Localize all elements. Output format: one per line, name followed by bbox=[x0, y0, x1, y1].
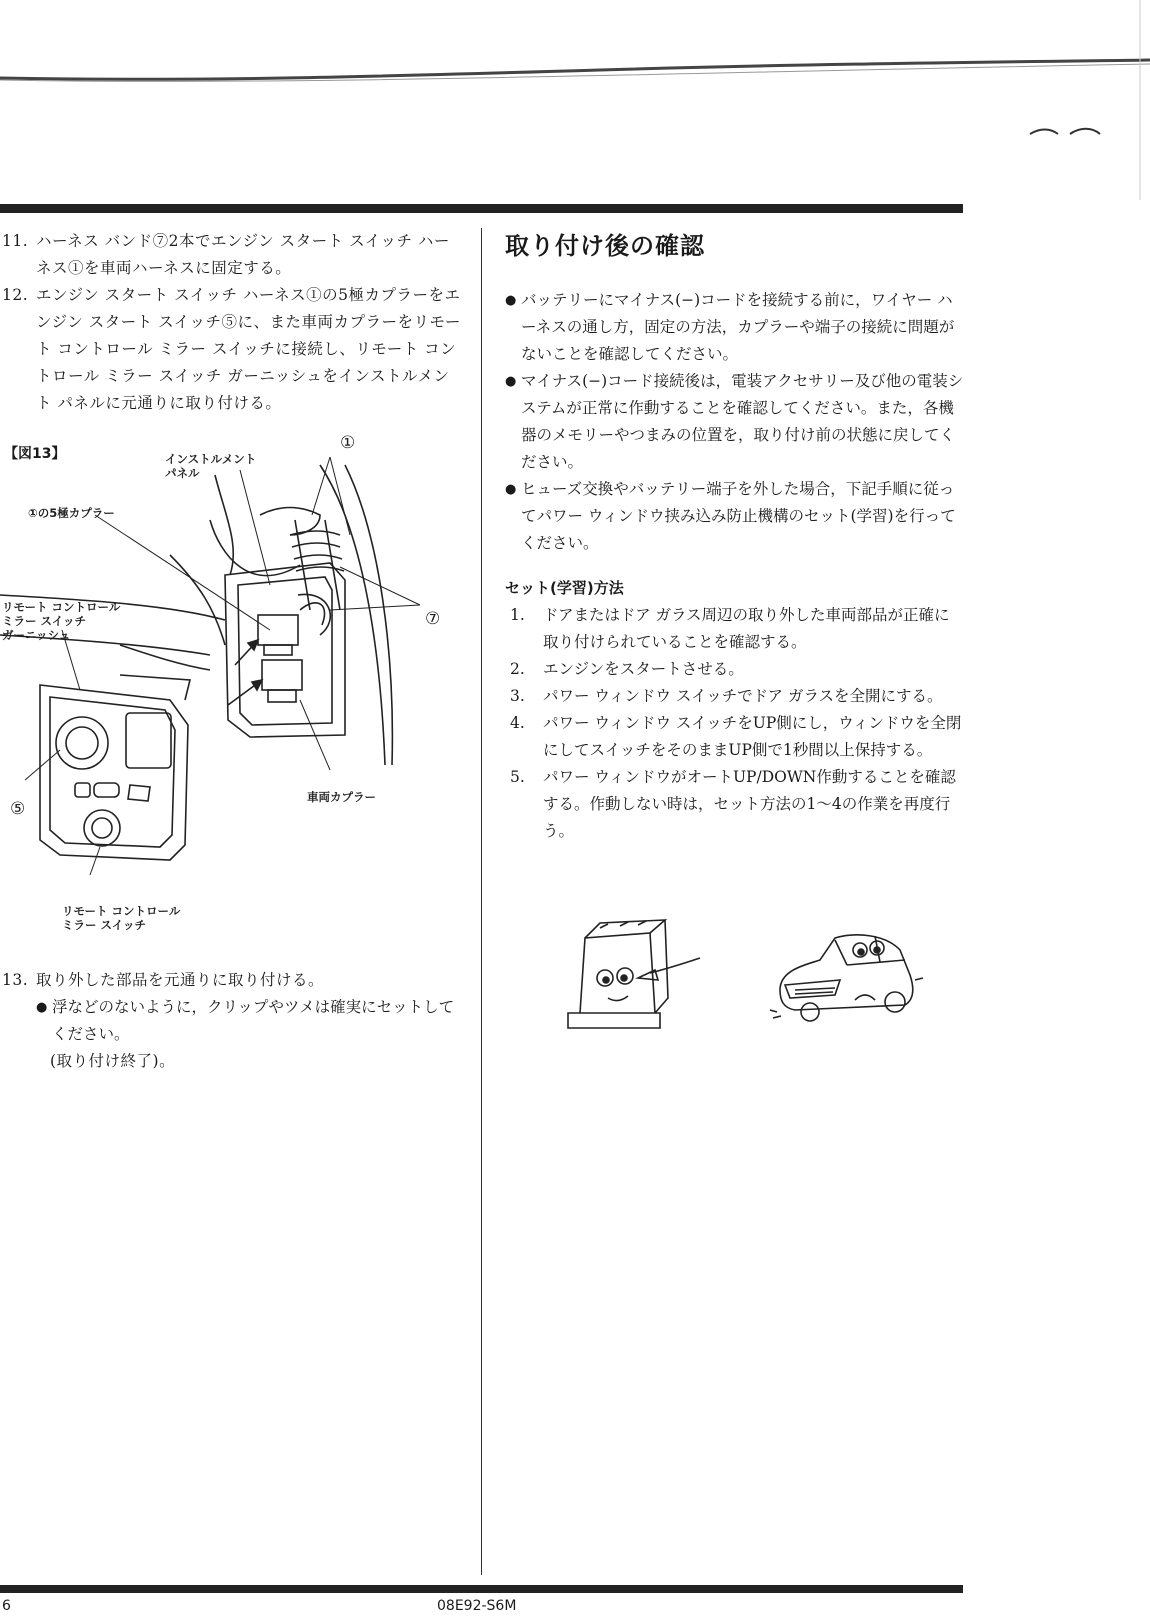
callout-switch-garnish: リモート コントロール ミラー スイッチ ガーニッシュ bbox=[2, 600, 121, 642]
step-number: 12. bbox=[2, 286, 29, 304]
step-text: エンジンをスタートさせる。 bbox=[543, 660, 744, 678]
column-divider bbox=[481, 228, 482, 1575]
step-text: パワー ウィンドウがオートUP/DOWN作動することを確認する。作動しない時は，セット方法の1〜4の作業を再度行う。 bbox=[543, 768, 956, 840]
bottom-rule bbox=[0, 1585, 963, 1593]
step-text: ドアまたはドア ガラス周辺の取り外した車両部品が正確に取り付けられていることを確認する。 bbox=[543, 606, 950, 651]
step-13-bullet bbox=[36, 994, 465, 1048]
step-13-note bbox=[0, 1048, 465, 1075]
step-number: 11. bbox=[2, 232, 29, 250]
procedure-step-2 bbox=[505, 656, 965, 683]
bullet-dot: ● bbox=[505, 293, 517, 308]
section-heading: 取り付け後の確認 bbox=[505, 232, 705, 260]
callout-instrument-panel: インストルメント パネル bbox=[165, 452, 257, 480]
step-text: パワー ウィンドウ スイッチでドア ガラスを全開にする。 bbox=[543, 687, 943, 705]
step-text: エンジン スタート スイッチ ハーネス①の5極カプラーをエンジン スタート スイッチ⑤に、また車両カプラーをリモート コントロール ミラー スイッチに接続し、リモート コントロール ミラー スイッチ ガーニッシュをインストルメント パネルに元通りに取り付ける。 bbox=[36, 286, 461, 412]
step-text: パワー ウィンドウ スイッチをUP側にし，ウィンドウを全閉にしてスイッチをそのままUP側で1秒間以上保持する。 bbox=[543, 714, 962, 759]
check-bullet-2 bbox=[505, 368, 965, 476]
step-number: 13. bbox=[2, 971, 29, 989]
callout-engine-start-switch-5: ⑤ bbox=[10, 799, 26, 819]
note-text: (取り付け終了)。 bbox=[50, 1052, 176, 1070]
callout-harness-1: ① bbox=[340, 433, 356, 453]
bullet-text: バッテリーにマイナス(−)コードを接続する前に，ワイヤー ハーネスの通し方，固定の方法，カプラーや端子の接続に問題がないことを確認してください。 bbox=[521, 291, 955, 363]
page-number: 6 bbox=[2, 1598, 11, 1614]
bullet-dot: ● bbox=[505, 482, 517, 497]
battery-mascot-illustration bbox=[560, 918, 710, 1038]
callout-harness-band-7: ⑦ bbox=[425, 609, 441, 629]
top-rule bbox=[0, 204, 963, 213]
procedure-step-4 bbox=[505, 710, 965, 764]
bullet-text: 浮などのないように，クリップやツメは確実にセットしてください。 bbox=[52, 998, 455, 1043]
step-13 bbox=[0, 967, 465, 1075]
step-number: 4. bbox=[510, 714, 525, 732]
callout-vehicle-coupler: 車両カプラー bbox=[307, 790, 376, 804]
bullet-text: マイナス(−)コード接続後は，電装アクセサリー及び他の電装システムが正常に作動することを確認してください。また，各機器のメモリーやつまみの位置を，取り付け前の状態に戻してください。 bbox=[521, 372, 964, 471]
step-text: ハーネス バンド⑦2本でエンジン スタート スイッチ ハーネス①を車両ハーネスに固定する。 bbox=[36, 232, 450, 277]
procedure-step-5 bbox=[505, 764, 965, 845]
check-bullet-1 bbox=[505, 287, 965, 368]
procedure-subheading: セット(学習)方法 bbox=[505, 579, 624, 597]
bullet-dot: ● bbox=[505, 374, 517, 389]
bullet-text: ヒューズ交換やバッテリー端子を外した場合，下記手順に従ってパワー ウィンドウ挟み込み防止機構のセット(学習)を行ってください。 bbox=[521, 480, 956, 552]
step-number: 5. bbox=[510, 768, 525, 786]
step-number: 1. bbox=[510, 606, 525, 624]
callout-5pin-coupler: ①の5極カプラー bbox=[28, 506, 115, 520]
paper-fold-edge bbox=[0, 0, 1150, 200]
procedure-step-1 bbox=[505, 602, 965, 656]
figure-label: 【図13】 bbox=[4, 446, 66, 462]
document-code: 08E92-S6M bbox=[437, 1598, 517, 1614]
step-12 bbox=[0, 282, 465, 417]
right-column bbox=[505, 226, 965, 845]
car-mascot-illustration bbox=[765, 930, 925, 1030]
callout-mirror-switch: リモート コントロール ミラー スイッチ bbox=[62, 904, 181, 932]
step-11 bbox=[0, 228, 465, 282]
step-text: 取り外した部品を元通りに取り付ける。 bbox=[36, 971, 325, 989]
procedure-step-3 bbox=[505, 683, 965, 710]
step-number: 3. bbox=[510, 687, 525, 705]
check-bullet-3 bbox=[505, 476, 965, 557]
step-number: 2. bbox=[510, 660, 525, 678]
step-13-main bbox=[0, 967, 465, 994]
left-column bbox=[0, 228, 465, 417]
bullet-dot: ● bbox=[36, 1000, 48, 1015]
